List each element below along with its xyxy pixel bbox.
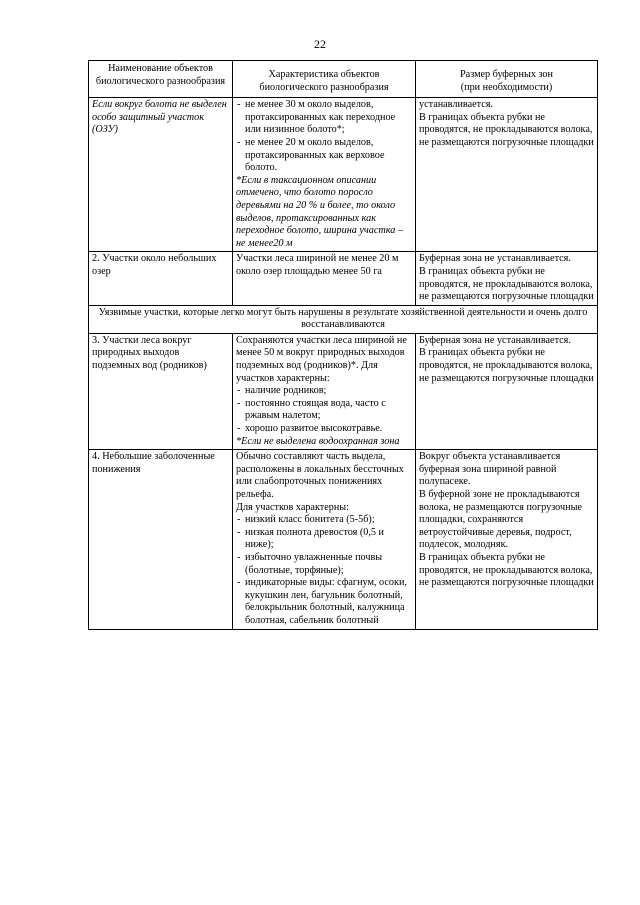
header-buffer-size [416, 61, 598, 98]
row4-buffer-p3: В границах объекта рубки не проводятся, не прокладываются волока, не размещаются погрузочные площадки [419, 551, 594, 589]
row4-object: 4. Небольшие заболоченные понижения [89, 450, 233, 629]
list-item: - индикаторные виды: сфагнум, осоки, кукушкин лен, багульник болотный, белокрыльник болотный, калужница болотная, сабельник болотный [236, 577, 412, 627]
page-number: 22 [314, 37, 326, 51]
row1-characteristics-list [236, 99, 412, 175]
header-buffer-size-line1: Размер буферных зон [460, 69, 553, 80]
table-row [89, 450, 598, 629]
row4-intro: Обычно составляют часть выдела, расположены в локальных бессточных или слабопроточных понижениях рельефа. [236, 451, 404, 500]
list-item: - постоянно стоящая вода, часто с ржавым налетом; [236, 398, 412, 423]
row1-buffer-p1: устанавливается. [419, 99, 493, 111]
row4-buffer-p1: Вокруг объекта устанавливается буферная зона шириной равной полупасеке. [419, 451, 561, 488]
row2-buffer-p2: В границах объекта рубки не проводятся, не прокладываются волока, не размещаются погрузочные площадки [419, 265, 594, 303]
row1-buffer [416, 98, 598, 252]
row3-characteristics-list [236, 385, 412, 435]
list-item: - низкая полнота древостоя (0,5 и ниже); [236, 527, 412, 552]
header-buffer-size-line2: (при необходимости) [460, 81, 553, 93]
row1-buffer-p2: В границах объекта рубки не проводятся, не прокладываются волока, не размещаются погрузочные площадки [419, 111, 594, 148]
section-header: Уязвимые участки, которые легко могут быть нарушены в результате хозяйственной деятельности и очень долго восстанавливаются [89, 305, 598, 333]
row4-buffer [416, 450, 598, 629]
row1-note: *Если в таксационном описании отмечено, что болото поросло деревьями на 20 % и более, то около выделов, протаксированных как переходное болото, ширина участка – не менее20 м [236, 174, 403, 249]
table-row [89, 333, 598, 449]
section-header-row [89, 305, 598, 333]
list-item: - не менее 30 м около выделов, протаксированных как переходное или низинное болото*; [236, 99, 412, 137]
row3-object: 3. Участки леса вокруг природных выходов подземных вод (родников) [89, 333, 233, 449]
table-row [89, 98, 598, 252]
list-item: - низкий класс бонитета (5-5б); [236, 514, 412, 527]
row2-buffer-p1: Буферная зона не устанавливается. [419, 253, 571, 265]
row3-buffer-p1: Буферная зона не устанавливается. [419, 334, 571, 346]
row3-buffer [416, 333, 598, 449]
row3-intro: Сохраняются участки леса шириной не менее 50 м вокруг природных выходов подземных вод (родников)*. Для участков характерны: [236, 334, 407, 384]
row2-object: 2. Участки около небольших озер [89, 252, 233, 305]
list-item: - не менее 20 м около выделов, протаксированных как верховое болото. [236, 137, 412, 175]
row2-characteristics: Участки леса шириной не менее 20 м около озер площадью менее 50 га [233, 252, 416, 305]
row2-buffer [416, 252, 598, 305]
biodiversity-table [88, 60, 598, 630]
row3-buffer-p2: В границах объекта рубки не проводятся, не прокладываются волока, не размещаются погрузочные площадки [419, 347, 594, 384]
table-header-row [89, 61, 598, 98]
row4-characteristics [233, 450, 416, 629]
list-item: - хорошо развитое высокотравье. [236, 423, 412, 436]
table-row [89, 252, 598, 305]
header-characteristics: Характеристика объектов биологического разнообразия [233, 61, 416, 98]
row1-object: Если вокруг болота не выделен особо защитный участок (ОЗУ) [89, 98, 233, 252]
header-object-name: Наименование объектов биологического разнообразия [89, 61, 233, 98]
row4-characteristics-list [236, 514, 412, 627]
row3-characteristics [233, 333, 416, 449]
list-item: - избыточно увлажненные почвы (болотные, торфяные); [236, 552, 412, 577]
row4-buffer-p2: В буферной зоне не прокладываются волока, не размещаются погрузочные площадки, сохраняются ветроустойчивые деревья, подрост, подлесок, молодняк. [419, 489, 582, 551]
row4-lead: Для участков характерны: [236, 501, 349, 513]
list-item: - наличие родников; [236, 385, 412, 398]
row3-note: *Если не выделена водоохранная зона [236, 435, 400, 447]
row1-characteristics [233, 98, 416, 252]
